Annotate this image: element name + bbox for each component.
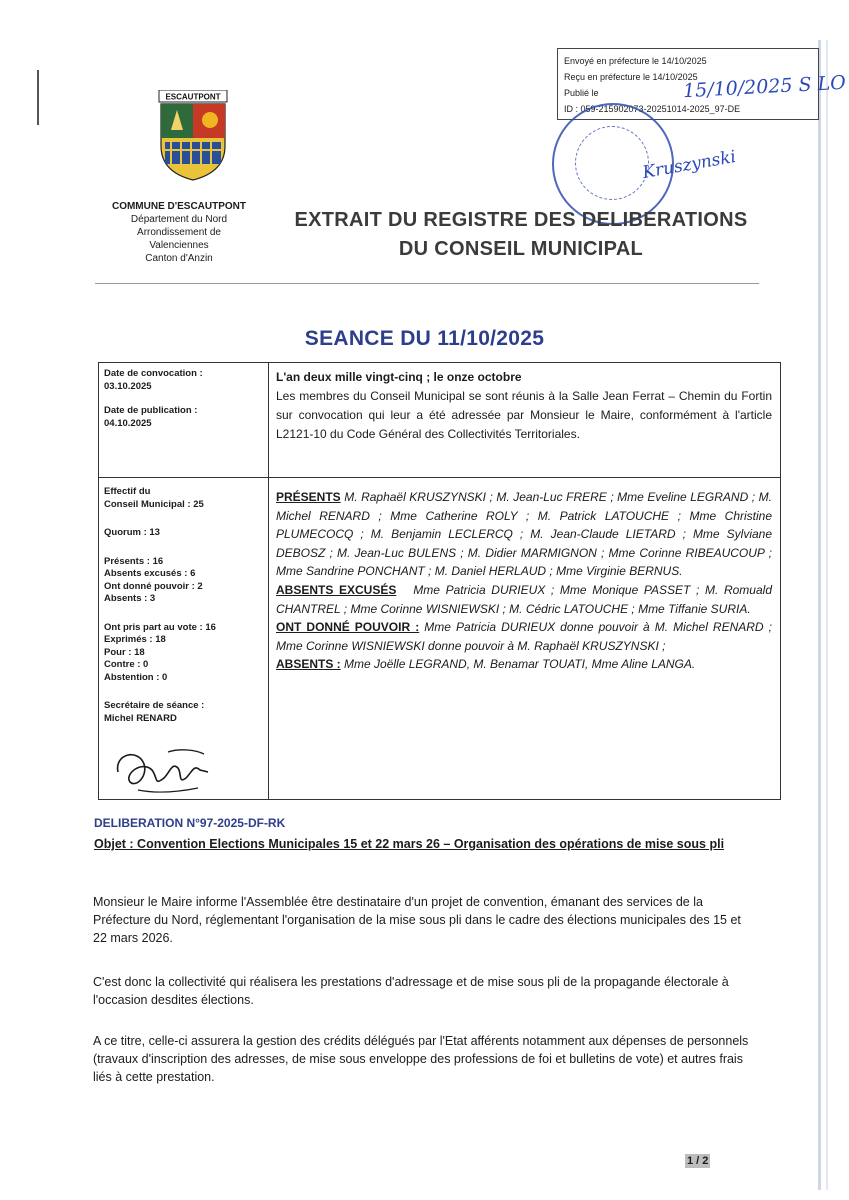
- absents-count: Absents : 3: [104, 593, 156, 604]
- absents-list: Mme Joëlle LEGRAND, M. Benamar TOUATI, Mme Aline LANGA.: [344, 657, 696, 672]
- abstention-count: Abstention : 0: [104, 671, 168, 683]
- pouvoir-label: ONT DONNÉ POUVOIR :: [276, 620, 420, 635]
- commune-canton: Canton d'Anzin: [145, 253, 213, 264]
- coat-of-arms-logo: [157, 90, 229, 182]
- commune-arrondissement-name: Valenciennes: [149, 240, 209, 251]
- pouvoir-list: Mme Patricia DURIEUX donne pouvoir à M. Michel RENARD ; Mme Corinne WISNIEWSKI donne pouvoir à M. Raphaël KRUSZYNSKI ;: [276, 620, 772, 653]
- session-date-heading: SEANCE DU 11/10/2025: [304, 327, 545, 350]
- deliberation-number: DELIBERATION N°97-2025-DF-RK: [94, 816, 286, 830]
- counts-cell: [104, 486, 266, 725]
- absents-paragraph: [276, 655, 772, 674]
- absents-excuses-count: Absents excusés : 6: [104, 568, 196, 579]
- commune-department: Département du Nord: [130, 214, 228, 225]
- scan-artifact-edge: [818, 40, 821, 1190]
- seal-inner-ring: [575, 126, 649, 200]
- stamp-sent: Envoyé en préfecture le 14/10/2025: [564, 56, 707, 66]
- stamp-id: ID : 059-215902073-20251014-2025_97-DE: [564, 104, 741, 114]
- exprimes-count: Exprimés : 18: [104, 634, 166, 645]
- commune-name: COMMUNE D'ESCAUTPONT: [111, 201, 247, 212]
- seal-signature-text: Kruszynski: [640, 146, 738, 184]
- quorum: Quorum : 13: [104, 527, 160, 538]
- presents-paragraph: [276, 488, 772, 581]
- attendance-block: [276, 488, 772, 674]
- presents-list: M. Raphaël KRUSZYNSKI ; M. Jean-Luc FRERE ; Mme Eveline LEGRAND ; M. Michel RENARD ; Mme Catherine ROLY ; M. Patrick LATOUCHE ; Mme Christine PLUMECOCQ ; M. Benjamin LECLERCQ ; M. Jean-Claude LIETARD ; Mme Sylviane DEBOSZ ; M. Jean-Luc BULENS ; M. Didier MARMIGNON ; Mme Corinne RIBEAUCOUP ; Mme Sandrine PONCHANT ; M. Daniel HERLAUD ; Mme Virginie BERNUS.: [276, 490, 772, 579]
- excuses-label: ABSENTS EXCUSÉS: [276, 582, 397, 597]
- contre-count: Contre : 0: [104, 659, 149, 670]
- publication-date: 04.10.2025: [104, 417, 152, 429]
- secretaire-label: Secrétaire de séance :: [104, 700, 205, 711]
- effectif-value: Conseil Municipal : 25: [104, 498, 204, 510]
- body-paragraph-3: A ce titre, celle-ci assurera la gestion des crédits délégués par l'Etat afférents notamment aux dépenses de personnels (travaux d'inscription des adresses, de mise sous enveloppe des professions de foi et bulletins de vote) et autres frais liés à cette prestation.: [93, 1034, 749, 1084]
- intro-body: Les membres du Conseil Municipal se sont réunis à la Salle Jean Ferrat – Chemin du Fortin sur convocation qui leur a été adressée par Monsieur le Maire, conformément à l'article L2121-10 du Code Général des Collectivités Territoriales.: [276, 389, 772, 441]
- title-line-1: EXTRAIT DU REGISTRE DES DELIBERATIONS: [294, 209, 748, 231]
- title-line-2: DU CONSEIL MUNICIPAL: [398, 238, 644, 260]
- convocation-label: Date de convocation :: [104, 368, 203, 379]
- convocation-date: 03.10.2025: [104, 380, 152, 392]
- header-divider: [95, 283, 759, 284]
- arms-label: ESCAUTPONT: [165, 92, 221, 102]
- session-intro: [276, 368, 772, 444]
- commune-header: [95, 200, 263, 265]
- absents-label: ABSENTS :: [276, 657, 341, 672]
- secretary-signature: [108, 742, 218, 798]
- effectif-label: Effectif du: [104, 486, 151, 497]
- page-number: 1 / 2: [687, 1155, 709, 1167]
- publication-label: Date de publication :: [104, 405, 198, 416]
- scan-artifact-line: [37, 70, 39, 125]
- handwritten-publication-date: 15/10/2025 S LO: [682, 71, 847, 103]
- presents-count: Présents : 16: [104, 555, 164, 567]
- body-paragraph-1: Monsieur le Maire informe l'Assemblée être destinataire d'un projet de convention, émanant des services de la Préfecture du Nord, réglementant l'organisation de la mise sous pli dans le cadre des élections municipales des 15 et 22 mars 2026.: [93, 895, 741, 945]
- secretaire-name: Michel RENARD: [104, 712, 177, 724]
- table-column-divider: [268, 362, 269, 800]
- stamp-published: Publié le: [564, 88, 599, 98]
- scan-artifact-edge-2: [826, 40, 828, 1190]
- excuses-paragraph: [276, 581, 772, 618]
- table-row-divider: [98, 477, 781, 478]
- presents-label: PRÉSENTS: [276, 490, 341, 504]
- pouvoir-count: Ont donné pouvoir : 2: [104, 580, 203, 592]
- pouvoir-paragraph: [276, 618, 772, 655]
- excuses-list: Mme Patricia DURIEUX ; Mme Monique PASSET ; M. Romuald CHANTREL ; Mme Corinne WISNIEWSKI ; M. Cédric LATOUCHE ; Mme Tiffanie SURIA.: [276, 582, 772, 616]
- stamp-received: Reçu en préfecture le 14/10/2025: [564, 72, 698, 82]
- commune-arrondissement: Arrondissement de: [137, 227, 221, 238]
- intro-title: L'an deux mille vingt-cinq ; le onze octobre: [276, 370, 522, 384]
- pour-count: Pour : 18: [104, 646, 145, 658]
- deliberation-subject: Objet : Convention Elections Municipales 15 et 22 mars 26 – Organisation des opérations de mise sous pli: [94, 837, 725, 851]
- body-paragraph-2: C'est donc la collectivité qui réalisera les prestations d'adressage et de mise sous pli de la propagande électorale à l'occasion desdites élections.: [93, 975, 729, 1007]
- part-vote-count: Ont pris part au vote : 16: [104, 621, 216, 633]
- document-title: [286, 206, 756, 264]
- dates-cell: [104, 368, 266, 430]
